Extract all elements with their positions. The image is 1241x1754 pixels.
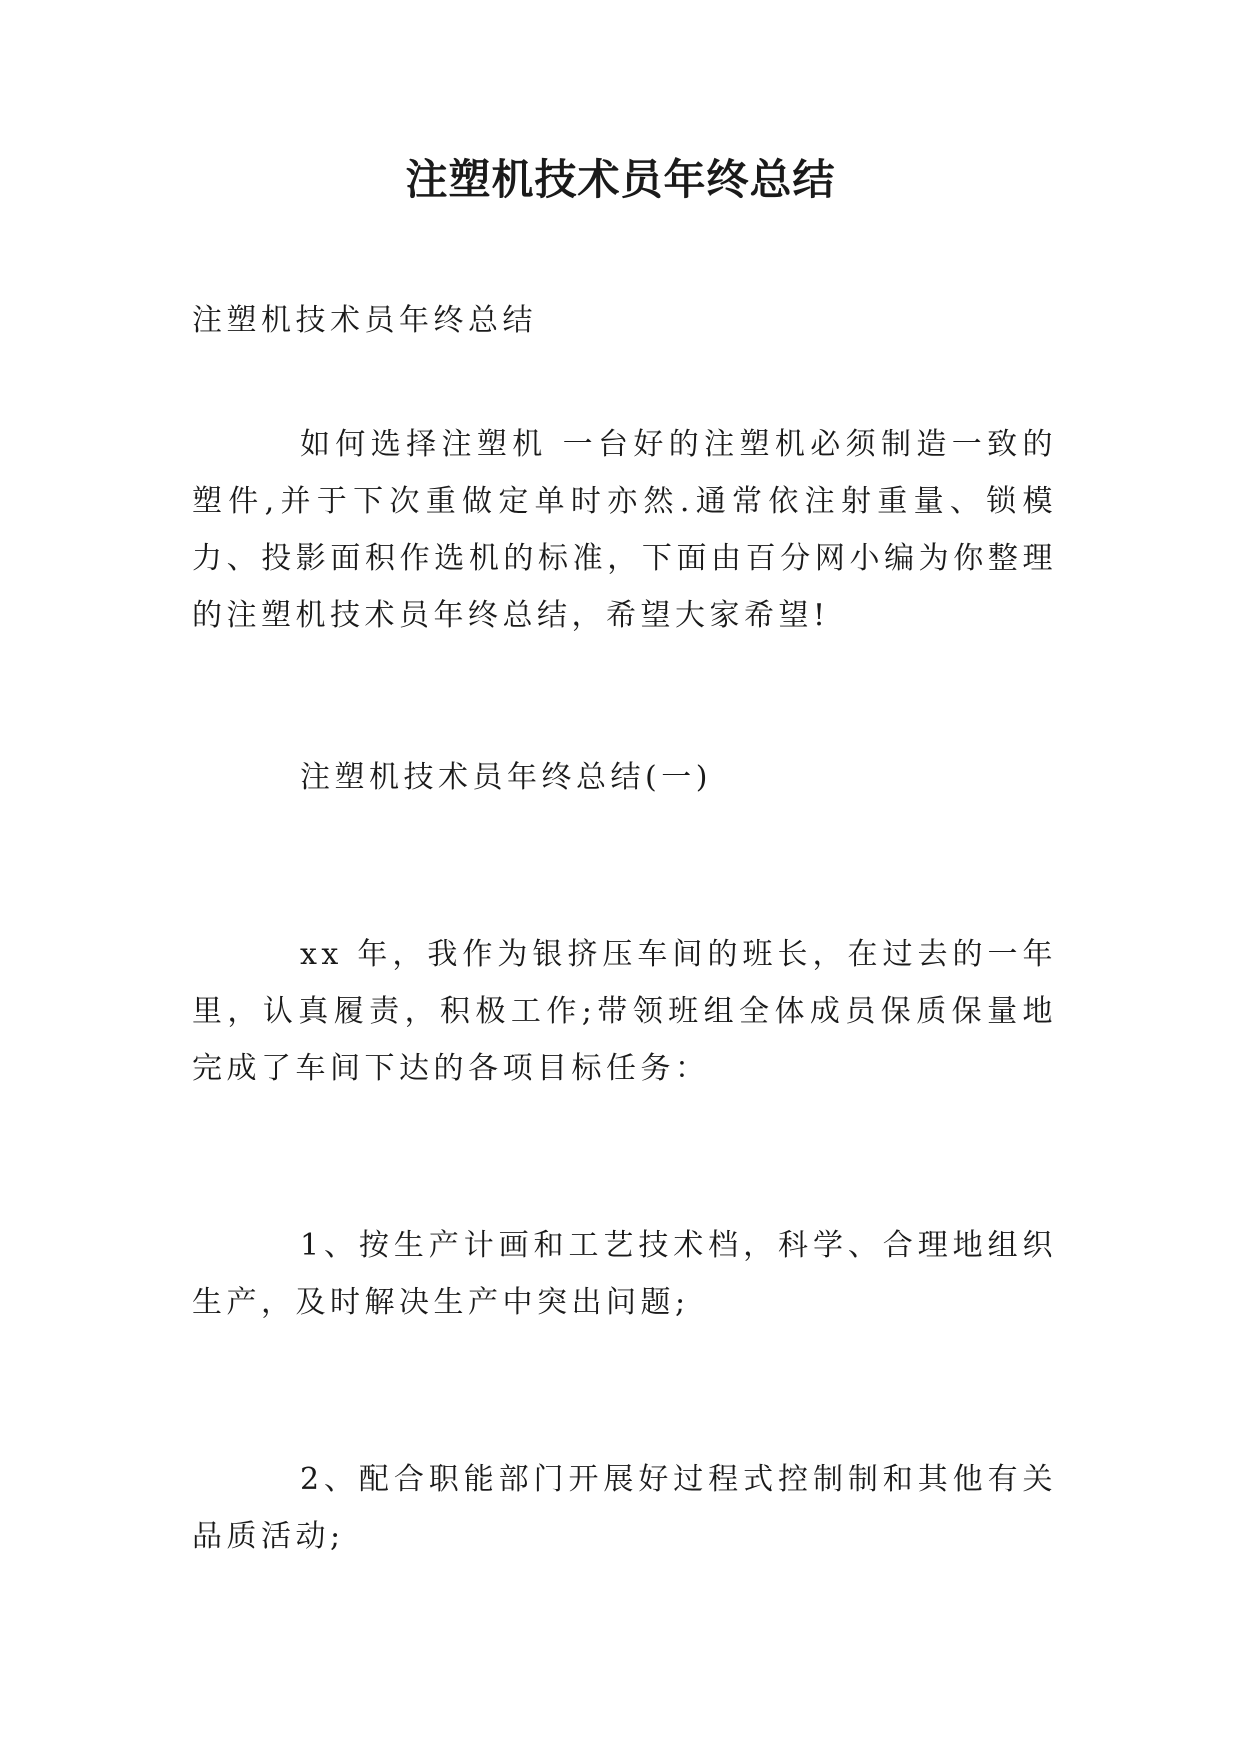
document-title: 注塑机技术员年终总结	[405, 155, 836, 204]
document-subtitle: 注塑机技术员年终总结	[192, 303, 537, 338]
section-heading: 注塑机技术员年终总结(一)	[300, 760, 712, 795]
paragraph-item-2: 2、配合职能部门开展好过程式控制制和其他有关品质活动;	[192, 1462, 1057, 1554]
document-body	[192, 292, 1057, 1565]
paragraph-intro: 如何选择注塑机 一台好的注塑机必须制造一致的塑件,并于下次重做定单时亦然.通常依注射重量、锁模力、投影面积作选机的标准，下面由百分网小编为你整理的注塑机技术员年终总结，希望大家希望!	[192, 427, 1057, 633]
paragraph-xx-year: xx 年，我作为银挤压车间的班长，在过去的一年里，认真履责，积极工作;带领班组全体成员保质保量地完成了车间下达的各项目标任务：	[192, 937, 1057, 1086]
paragraph-item-1: 1、按生产计画和工艺技术档，科学、合理地组织生产，及时解决生产中突出问题;	[192, 1228, 1057, 1320]
